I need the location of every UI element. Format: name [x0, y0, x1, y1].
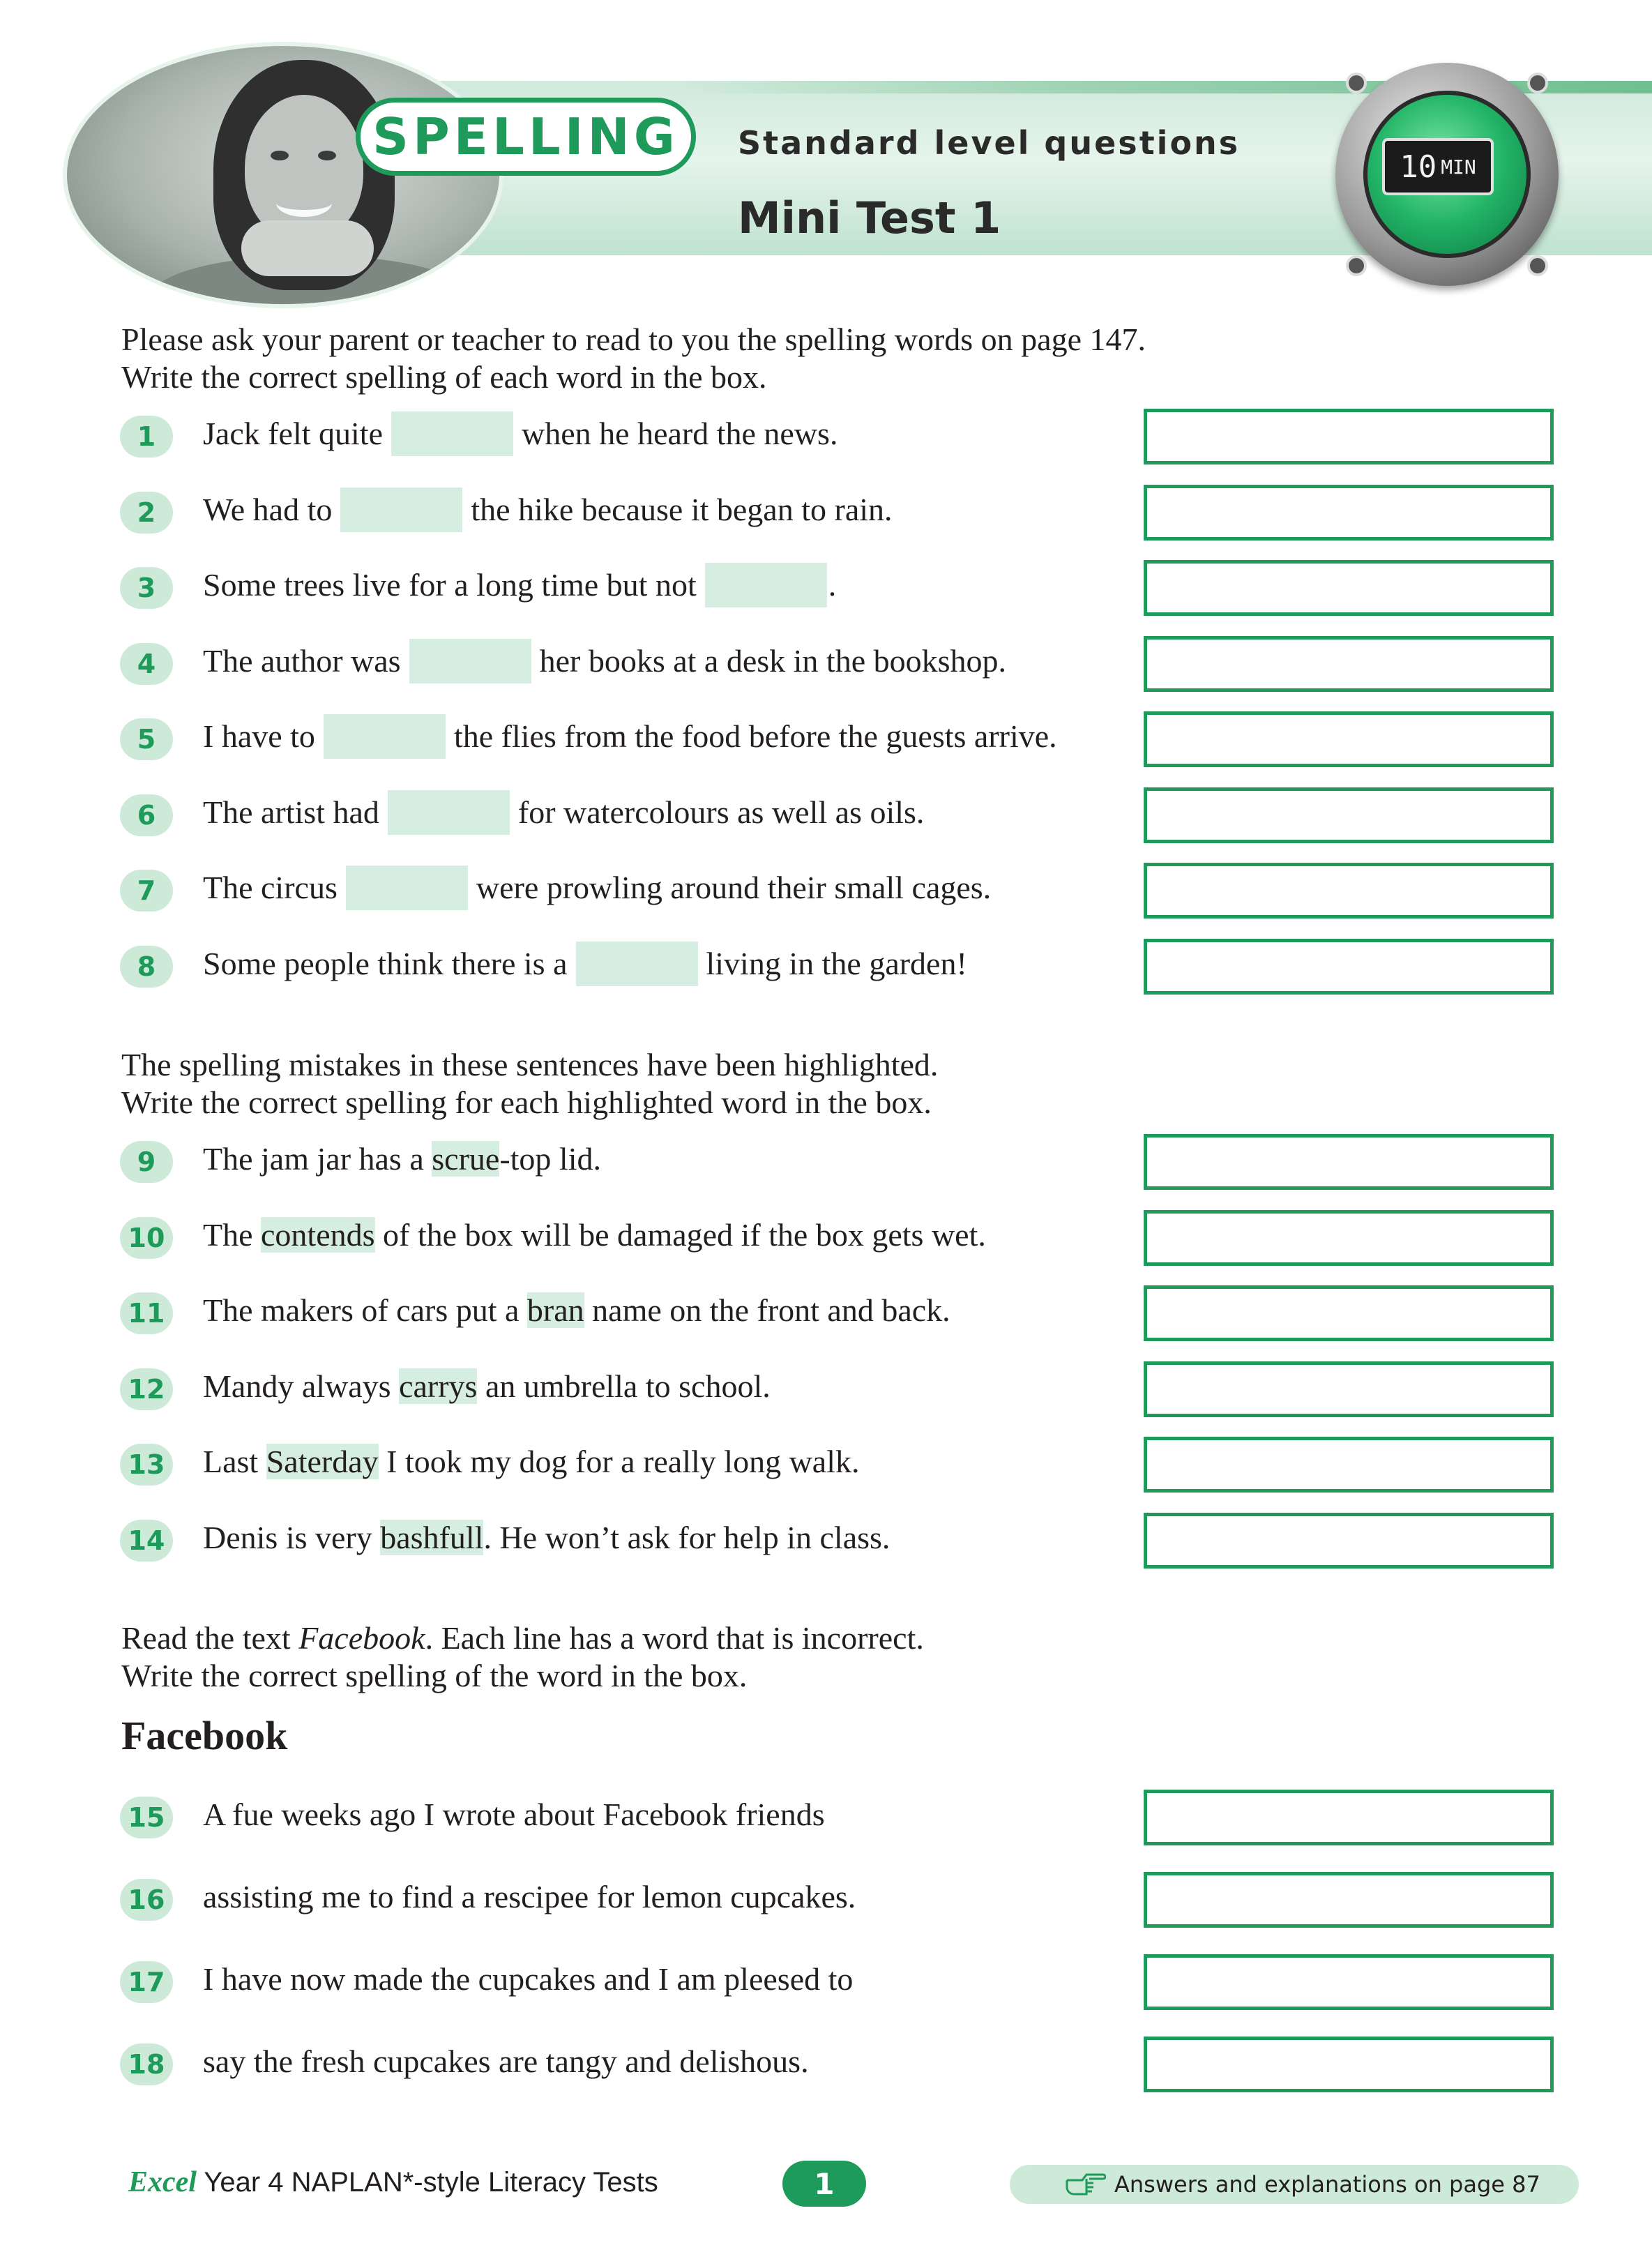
question-text [203, 1138, 601, 1180]
sentence-end: were prowling around their small cages. [476, 870, 992, 905]
question-text [203, 1876, 856, 1918]
answer-box[interactable] [1144, 636, 1554, 692]
instruction-line: Write the correct spelling of the word in the box. [121, 1658, 748, 1693]
blank-gap [391, 411, 513, 456]
sentence-start: Some people think there is a [203, 945, 568, 981]
brand-logo: Excel [128, 2166, 197, 2198]
sentence-start: Jack felt quite [203, 416, 384, 451]
answer-box[interactable] [1144, 485, 1554, 541]
passage-line: assisting me to find a rescipee for lemon cupcakes. [203, 1879, 856, 1914]
sentence-end: living in the garden! [706, 945, 967, 981]
part2-instruction [121, 1046, 938, 1121]
part3-instruction [121, 1619, 924, 1695]
blank-gap [388, 790, 510, 835]
answer-box[interactable] [1144, 1872, 1554, 1928]
question-text [203, 413, 838, 459]
answer-box[interactable] [1144, 787, 1554, 843]
highlighted-word: scrue [432, 1141, 500, 1177]
question-number: 14 [120, 1520, 173, 1562]
answer-box[interactable] [1144, 1285, 1554, 1341]
passage-line: I have now made the cupcakes and I am pleesed to [203, 1961, 854, 1997]
sentence-end: . He won’t ask for help in class. [483, 1519, 891, 1555]
answer-box[interactable] [1144, 711, 1554, 767]
question-text [203, 867, 991, 913]
question-number: 11 [120, 1292, 173, 1334]
footer-book-title [128, 2166, 658, 2199]
question-text [203, 792, 924, 838]
highlighted-word: carrys [399, 1368, 478, 1404]
bolt-icon [1527, 73, 1548, 93]
blank-gap [576, 942, 698, 986]
question-text [203, 640, 1006, 686]
passage-title-inline: Facebook [298, 1620, 425, 1656]
sentence-end: the hike because it began to rain. [471, 491, 893, 527]
question-number: 13 [120, 1444, 173, 1486]
sentence-end: of the box will be damaged if the box gets wet. [374, 1216, 986, 1253]
instruction-line: Read the text Facebook. Each line has a word that is incorrect. [121, 1620, 924, 1656]
timer-unit: MIN [1441, 155, 1476, 179]
instruction-line: Write the correct spelling for each highlighted word in the box. [121, 1085, 932, 1120]
part1-instruction [121, 321, 1146, 396]
highlighted-word: bashfull [380, 1519, 484, 1555]
page-number: 1 [782, 2161, 866, 2207]
sentence-start: Mandy always [203, 1368, 400, 1404]
question-text [203, 1214, 986, 1256]
answer-box[interactable] [1144, 1134, 1554, 1190]
sentence-end: the flies from the food before the guests arrive. [453, 718, 1057, 754]
question-number: 9 [120, 1141, 173, 1183]
section-title: SPELLING [372, 107, 679, 166]
level-label: Standard level questions [738, 124, 1241, 162]
answer-box[interactable] [1144, 2037, 1554, 2092]
question-number: 10 [120, 1217, 173, 1259]
highlighted-word: bran [526, 1292, 584, 1328]
question-text [203, 1794, 825, 1836]
instruction-line: Write the correct spelling of each word in the box. [121, 359, 767, 395]
question-number: 16 [120, 1879, 173, 1921]
sentence-end: . [828, 567, 837, 603]
answer-box[interactable] [1144, 863, 1554, 919]
question-text [203, 1958, 853, 2000]
bolt-icon [1346, 255, 1367, 276]
answers-note: Answers and explanations on page 87 [1114, 2171, 1540, 2198]
sentence-start: Some trees live for a long time but not [203, 567, 697, 603]
question-text [203, 489, 893, 535]
question-number: 18 [120, 2043, 173, 2085]
blank-gap [705, 563, 827, 607]
sentence-start: The artist had [203, 794, 379, 830]
sentence-end: I took my dog for a really long walk. [378, 1444, 860, 1479]
answer-box[interactable] [1144, 1361, 1554, 1417]
passage-title: Facebook [121, 1713, 288, 1758]
timer-display [1382, 138, 1494, 195]
sentence-end: for watercolours as well as oils. [517, 794, 925, 830]
pointing-hand-icon [1066, 2170, 1106, 2198]
question-number: 8 [120, 946, 173, 988]
sentence-start: The circus [203, 870, 338, 905]
question-number: 17 [120, 1961, 173, 2003]
sentence-start: The author was [203, 642, 401, 679]
instruction-line: Please ask your parent or teacher to read to you the spelling words on page 147. [121, 322, 1146, 357]
instruction-line: The spelling mistakes in these sentences have been highlighted. [121, 1047, 939, 1082]
bolt-icon [1346, 73, 1367, 93]
blank-gap [409, 639, 531, 683]
answer-box[interactable] [1144, 409, 1554, 464]
question-text [203, 564, 836, 610]
question-number: 15 [120, 1797, 173, 1838]
highlighted-word: contends [261, 1216, 375, 1253]
question-number: 7 [120, 870, 173, 912]
question-number: 3 [120, 567, 173, 609]
answer-box[interactable] [1144, 1513, 1554, 1569]
answer-box[interactable] [1144, 1790, 1554, 1845]
question-text [203, 2041, 809, 2083]
sentence-start: The [203, 1216, 262, 1253]
passage-line: say the fresh cupcakes are tangy and delishous. [203, 2043, 809, 2079]
sentence-end: when he heard the news. [522, 416, 838, 451]
sentence-start: The jam jar has a [203, 1141, 432, 1177]
question-text [203, 1366, 771, 1407]
blank-gap [340, 488, 462, 532]
answer-box[interactable] [1144, 560, 1554, 616]
sentence-end: an umbrella to school. [477, 1368, 771, 1404]
question-number: 6 [120, 794, 173, 836]
section-badge [356, 98, 696, 176]
question-text [203, 943, 967, 989]
book-title: Year 4 NAPLAN*-style Literacy Tests [196, 2167, 658, 2198]
question-text [203, 1517, 890, 1559]
sentence-start: The makers of cars put a [203, 1292, 527, 1328]
test-title: Mini Test 1 [738, 192, 1001, 243]
answer-box[interactable] [1144, 1210, 1554, 1266]
timer-value: 10 [1400, 149, 1437, 185]
bolt-icon [1527, 255, 1548, 276]
passage-line: A fue weeks ago I wrote about Facebook friends [203, 1797, 825, 1832]
answer-box[interactable] [1144, 1954, 1554, 2010]
answer-box[interactable] [1144, 1437, 1554, 1493]
question-number: 5 [120, 718, 173, 760]
sentence-end: -top lid. [499, 1141, 601, 1177]
question-number: 12 [120, 1368, 173, 1410]
question-number: 4 [120, 643, 173, 685]
question-text [203, 1441, 859, 1483]
blank-gap [346, 866, 468, 910]
sentence-end: name on the front and back. [584, 1292, 950, 1328]
question-number: 1 [120, 416, 173, 458]
question-number: 2 [120, 492, 173, 534]
blank-gap [324, 714, 446, 759]
sentence-start: We had to [203, 491, 333, 527]
question-text [203, 1290, 950, 1331]
answer-box[interactable] [1144, 939, 1554, 995]
highlighted-word: Saterday [266, 1444, 379, 1479]
sentence-start: Last [203, 1444, 266, 1479]
question-text [203, 716, 1057, 762]
sentence-end: her books at a desk in the bookshop. [539, 642, 1007, 679]
sentence-start: Denis is very [203, 1519, 381, 1555]
sentence-start: I have to [203, 718, 315, 754]
